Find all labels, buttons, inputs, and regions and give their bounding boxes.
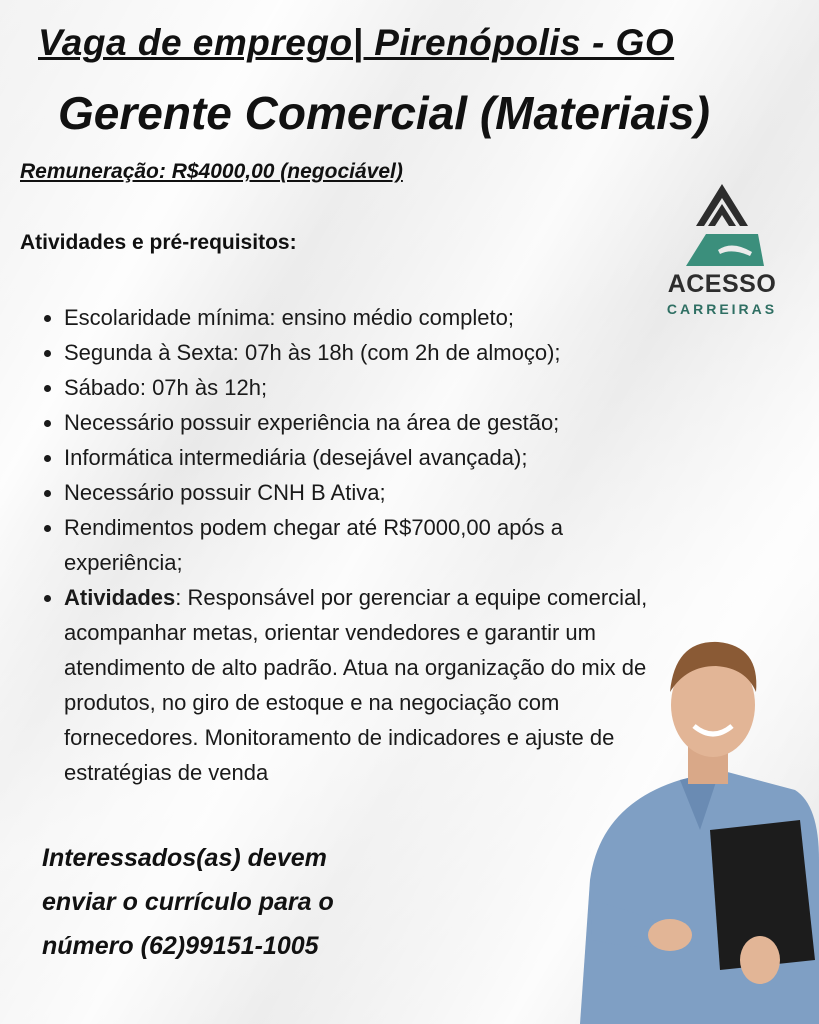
headline: Vaga de emprego| Pirenópolis - GO <box>38 22 675 63</box>
job-title: Gerente Comercial (Materiais) <box>58 87 710 139</box>
contact-line: enviar o currículo para o <box>42 888 334 916</box>
company-logo <box>662 182 782 327</box>
activities-item <box>40 580 660 790</box>
logo-subtitle: CARREIRAS <box>666 301 778 317</box>
list-item: Segunda à Sexta: 07h às 18h (com 2h de almoço); <box>40 335 660 370</box>
list-item: Sábado: 07h às 12h; <box>40 370 660 405</box>
activities-label: Atividades <box>64 585 176 610</box>
contact-phone: número (62)99151-1005 <box>42 932 319 960</box>
section-heading: Atividades e pré-requisitos: <box>20 231 297 254</box>
contact-line: Interessados(as) devem <box>42 844 327 872</box>
logo-mark-icon <box>672 182 772 268</box>
salary-line: Remuneração: R$4000,00 (negociável) <box>20 160 403 183</box>
list-item: Escolaridade mínima: ensino médio completo; <box>40 300 660 335</box>
list-item: Necessário possuir CNH B Ativa; <box>40 475 660 510</box>
list-item: Necessário possuir experiência na área de gestão; <box>40 405 660 440</box>
list-item: Informática intermediária (desejável avançada); <box>40 440 660 475</box>
contact-block <box>42 836 442 968</box>
activities-text: : Responsável por gerenciar a equipe comercial, acompanhar metas, orientar vendedores e garantir um atendimento de alto padrão. Atua na organização do mix de produtos, no giro de estoque e na negociação com fornecedores. Monitoramento de indicadores e ajuste de estratégias de venda <box>64 585 648 785</box>
businessman-photo <box>570 630 819 1024</box>
list-item: Rendimentos podem chegar até R$7000,00 após a experiência; <box>40 510 660 580</box>
logo-name: ACESSO <box>667 270 777 298</box>
requirements-list <box>40 300 660 790</box>
